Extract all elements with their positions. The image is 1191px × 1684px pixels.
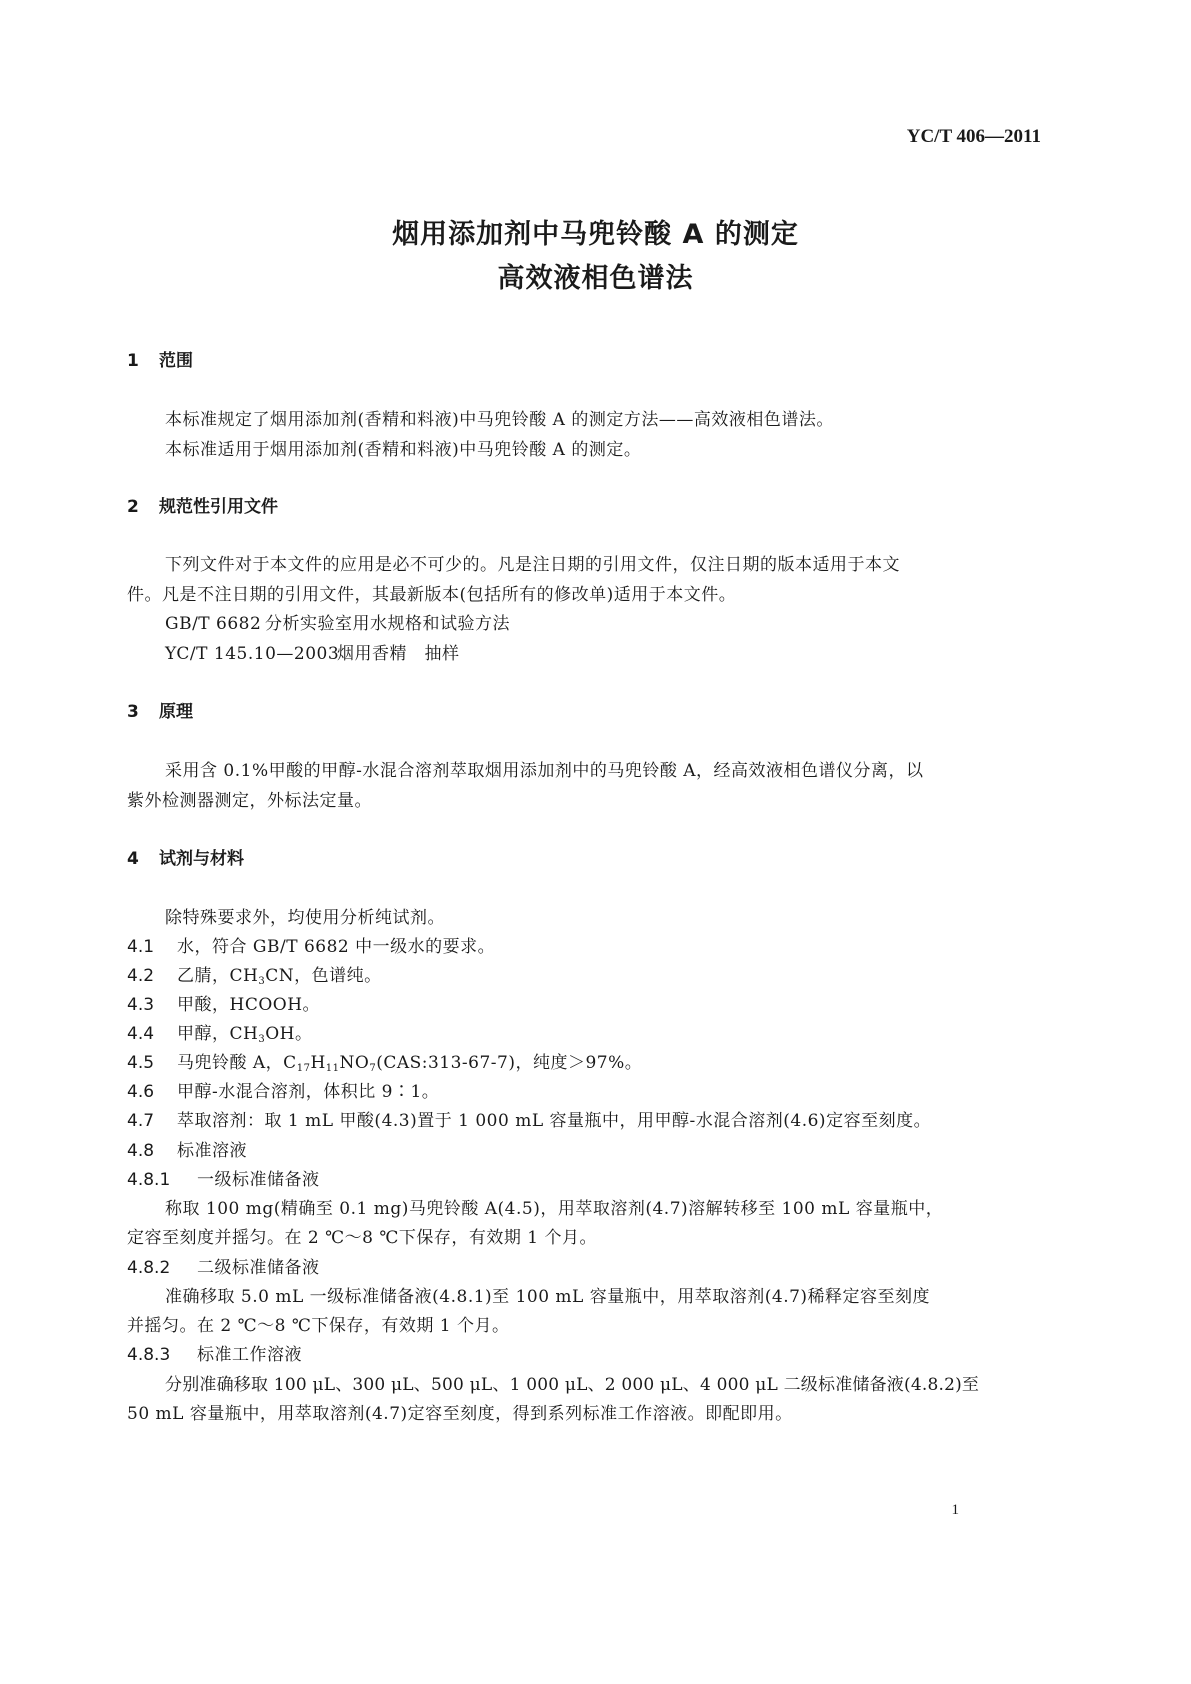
clause-text: 马兜铃酸 A，$C_{17}H_{11}NO_7(CAS:313-67-7)$，纯度＞97%。 (177, 1053, 643, 1074)
clause-heading: 二级标准储备液 (197, 1258, 320, 1278)
paragraph: 本标准规定了烟用添加剂(香精和料液)中马兜铃酸 A 的测定方法——高效液相色谱法。 (165, 410, 834, 430)
clause-text: 甲酸，HCOOH。 (177, 995, 321, 1015)
clause-text: 乙腈，$CH_3CN$，色谱纯。 (177, 966, 382, 987)
normative-reference (165, 609, 510, 634)
section-2-heading (127, 492, 278, 517)
paragraph-line: 下列文件对于本文件的应用是必不可少的。凡是注日期的引用文件，仅注日期的版本适用于本文 (165, 555, 900, 575)
clause-4-8 (127, 1136, 247, 1161)
clause-number: 4.1 (127, 937, 155, 957)
clause-4-2 (127, 961, 382, 987)
section-title: 范围 (159, 351, 193, 371)
paragraph-line: 准确移取 5.0 mL 一级标准储备液(4.8.1)至 100 mL 容量瓶中，用萃取溶剂(4.7)稀释定容至刻度 (165, 1287, 931, 1307)
clause-4-8-2 (127, 1253, 320, 1278)
paragraph-line: 定容至刻度并摇匀。在 2 ℃～8 ℃下保存，有效期 1 个月。 (127, 1228, 598, 1248)
clause-4-8-3 (127, 1340, 302, 1365)
clause-4-8-1 (127, 1165, 320, 1190)
section-title: 原理 (159, 702, 193, 722)
paragraph-line: 采用含 0.1%甲酸的甲醇-水混合溶剂萃取烟用添加剂中的马兜铃酸 A，经高效液相色谱仪分离，以 (165, 761, 924, 781)
paragraph-line: 分别准确移取 100 μL、300 μL、500 μL、1 000 μL、2 000 μL、4 000 μL 二级标准储备液(4.8.2)至 (165, 1375, 980, 1395)
clause-text: 甲醇，$CH_3OH$。 (177, 1024, 313, 1045)
clause-4-6 (127, 1077, 439, 1102)
paragraph: 除特殊要求外，均使用分析纯试剂。 (165, 908, 445, 928)
clause-number: 4.4 (127, 1024, 155, 1044)
clause-number: 4.5 (127, 1053, 155, 1073)
standard-code: YC/T 406—2011 (906, 126, 1041, 147)
reference-code: GB/T 6682 (165, 614, 262, 634)
section-title: 规范性引用文件 (159, 497, 278, 517)
paragraph: 本标准适用于烟用添加剂(香精和料液)中马兜铃酸 A 的测定。 (165, 440, 642, 460)
paragraph-line: 称取 100 mg(精确至 0.1 mg)马兜铃酸 A(4.5)，用萃取溶剂(4.7)溶解转移至 100 mL 容量瓶中， (165, 1199, 944, 1219)
clause-number: 4.8 (127, 1141, 155, 1161)
paragraph-line: 件。凡是不注日期的引用文件，其最新版本(包括所有的修改单)适用于本文件。 (127, 585, 737, 605)
clause-4-1 (127, 932, 495, 957)
clause-text: 水，符合 GB/T 6682 中一级水的要求。 (177, 937, 496, 957)
section-number: 4 (127, 849, 139, 869)
clause-4-3 (127, 990, 320, 1015)
document-subtitle: 高效液相色谱法 (497, 263, 694, 294)
section-number: 3 (127, 702, 139, 722)
clause-text: 甲醇-水混合溶剂，体积比 9∶1。 (177, 1082, 440, 1102)
clause-4-4 (127, 1019, 312, 1045)
normative-reference (165, 639, 460, 664)
section-title: 试剂与材料 (159, 849, 244, 869)
clause-number: 4.8.2 (127, 1258, 171, 1278)
clause-heading: 标准工作溶液 (197, 1345, 302, 1365)
clause-number: 4.2 (127, 966, 155, 986)
clause-number: 4.7 (127, 1111, 155, 1131)
section-1-heading (127, 346, 193, 371)
document-title: 烟用添加剂中马兜铃酸 A 的测定 (392, 219, 799, 250)
page-number: 1 (951, 1502, 959, 1518)
reference-title: 分析实验室用水规格和试验方法 (265, 614, 510, 634)
section-4-heading (127, 844, 244, 869)
section-number: 1 (127, 351, 139, 371)
clause-number: 4.3 (127, 995, 155, 1015)
clause-number: 4.8.3 (127, 1345, 171, 1365)
section-number: 2 (127, 497, 139, 517)
clause-number: 4.8.1 (127, 1170, 171, 1190)
clause-4-7 (127, 1106, 931, 1131)
paragraph-line: 紫外检测器测定，外标法定量。 (127, 791, 372, 811)
clause-number: 4.6 (127, 1082, 155, 1102)
clause-text: 标准溶液 (177, 1141, 247, 1161)
clause-heading: 一级标准储备液 (197, 1170, 320, 1190)
section-3-heading (127, 697, 193, 722)
paragraph-line: 并摇匀。在 2 ℃～8 ℃下保存，有效期 1 个月。 (127, 1316, 510, 1336)
reference-title: 烟用香精 抽样 (337, 644, 460, 664)
paragraph-line: 50 mL 容量瓶中，用萃取溶剂(4.7)定容至刻度，得到系列标准工作溶液。即配即用。 (127, 1404, 793, 1424)
reference-code: YC/T 145.10—2003 (165, 644, 340, 664)
clause-4-5 (127, 1048, 642, 1074)
clause-text: 萃取溶剂：取 1 mL 甲酸(4.3)置于 1 000 mL 容量瓶中，用甲醇-水混合溶剂(4.6)定容至刻度。 (177, 1111, 932, 1131)
